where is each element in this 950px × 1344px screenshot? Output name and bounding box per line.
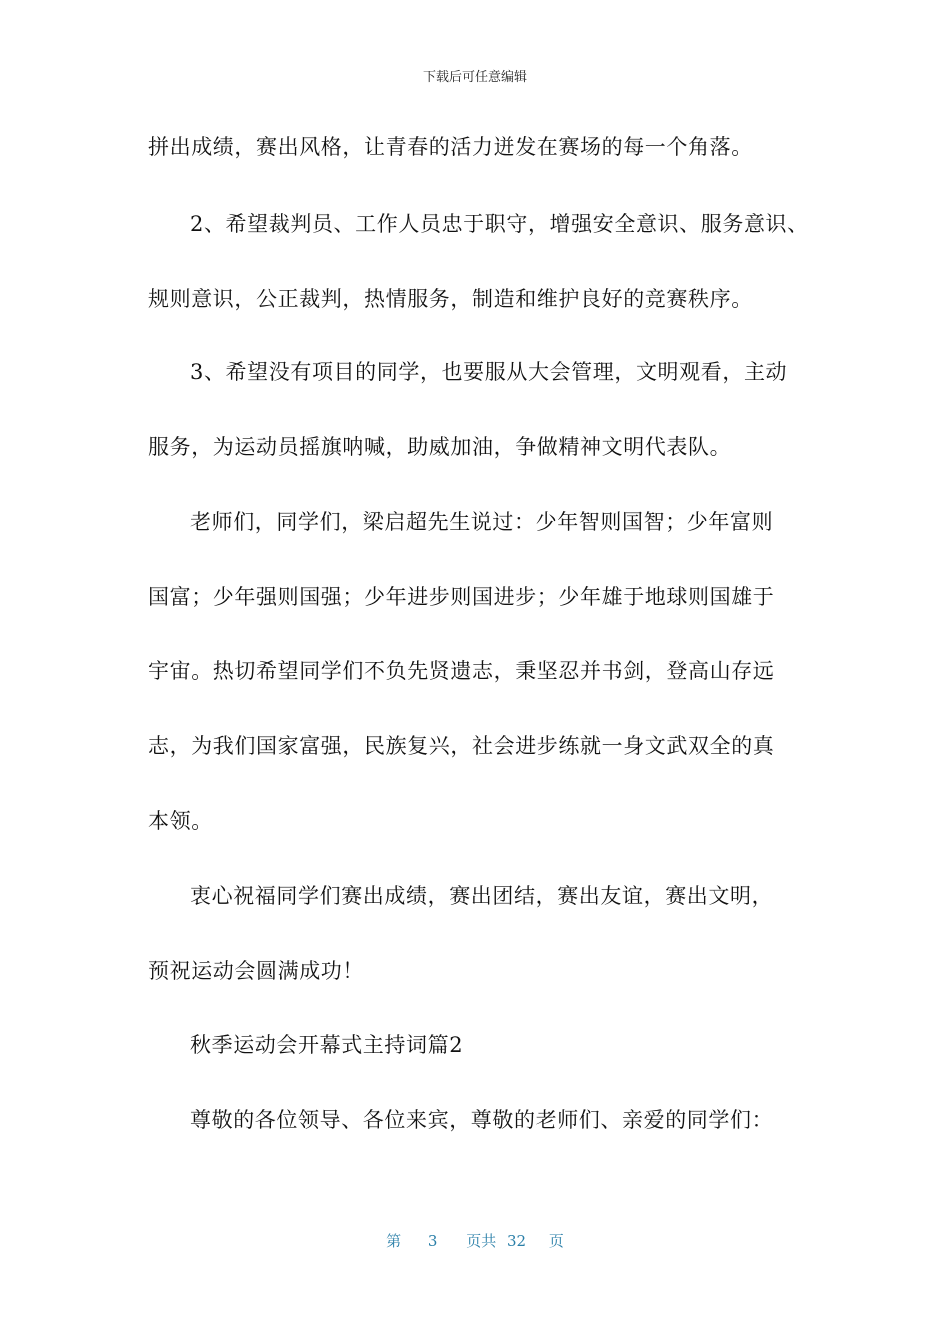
body-line: 拼出成绩，赛出风格，让青春的活力迸发在赛场的每一个角落。 xyxy=(148,135,753,159)
body-line: 2、希望裁判员、工作人员忠于职守，增强安全意识、服务意识、 xyxy=(190,212,809,236)
page-header: 下载后可任意编辑 xyxy=(422,70,527,85)
footer-prefix: 第 xyxy=(386,1232,402,1250)
footer-middle: 页共 xyxy=(466,1232,497,1250)
body-line: 规则意识，公正裁判，热情服务，制造和维护良好的竞赛秩序。 xyxy=(148,287,753,311)
body-line: 3、希望没有项目的同学，也要服从大会管理，文明观看，主动 xyxy=(190,360,788,384)
body-line: 国富；少年强则国强；少年进步则国进步；少年雄于地球则国雄于 xyxy=(148,585,775,609)
body-line: 衷心祝福同学们赛出成绩，赛出团结，赛出友谊，赛出文明， xyxy=(190,884,774,908)
total-pages-number: 32 xyxy=(507,1232,527,1250)
body-line: 尊敬的各位领导、各位来宾，尊敬的老师们、亲爱的同学们： xyxy=(190,1108,774,1132)
body-line: 服务，为运动员摇旗呐喊，助威加油，争做精神文明代表队。 xyxy=(148,435,732,459)
body-line: 宇宙。热切希望同学们不负先贤遗志，秉坚忍并书剑，登高山存远 xyxy=(148,659,775,683)
footer-suffix: 页 xyxy=(548,1232,564,1250)
body-line: 老师们，同学们，梁启超先生说过：少年智则国智；少年富则 xyxy=(190,510,774,534)
body-line: 志，为我们国家富强，民族复兴，社会进步练就一身文武双全的真 xyxy=(148,734,775,758)
current-page-number: 3 xyxy=(427,1232,438,1250)
body-line: 本领。 xyxy=(148,809,213,833)
body-line: 预祝运动会圆满成功！ xyxy=(148,959,364,983)
section-heading: 秋季运动会开幕式主持词篇2 xyxy=(190,1033,464,1057)
page-footer xyxy=(0,1230,950,1251)
